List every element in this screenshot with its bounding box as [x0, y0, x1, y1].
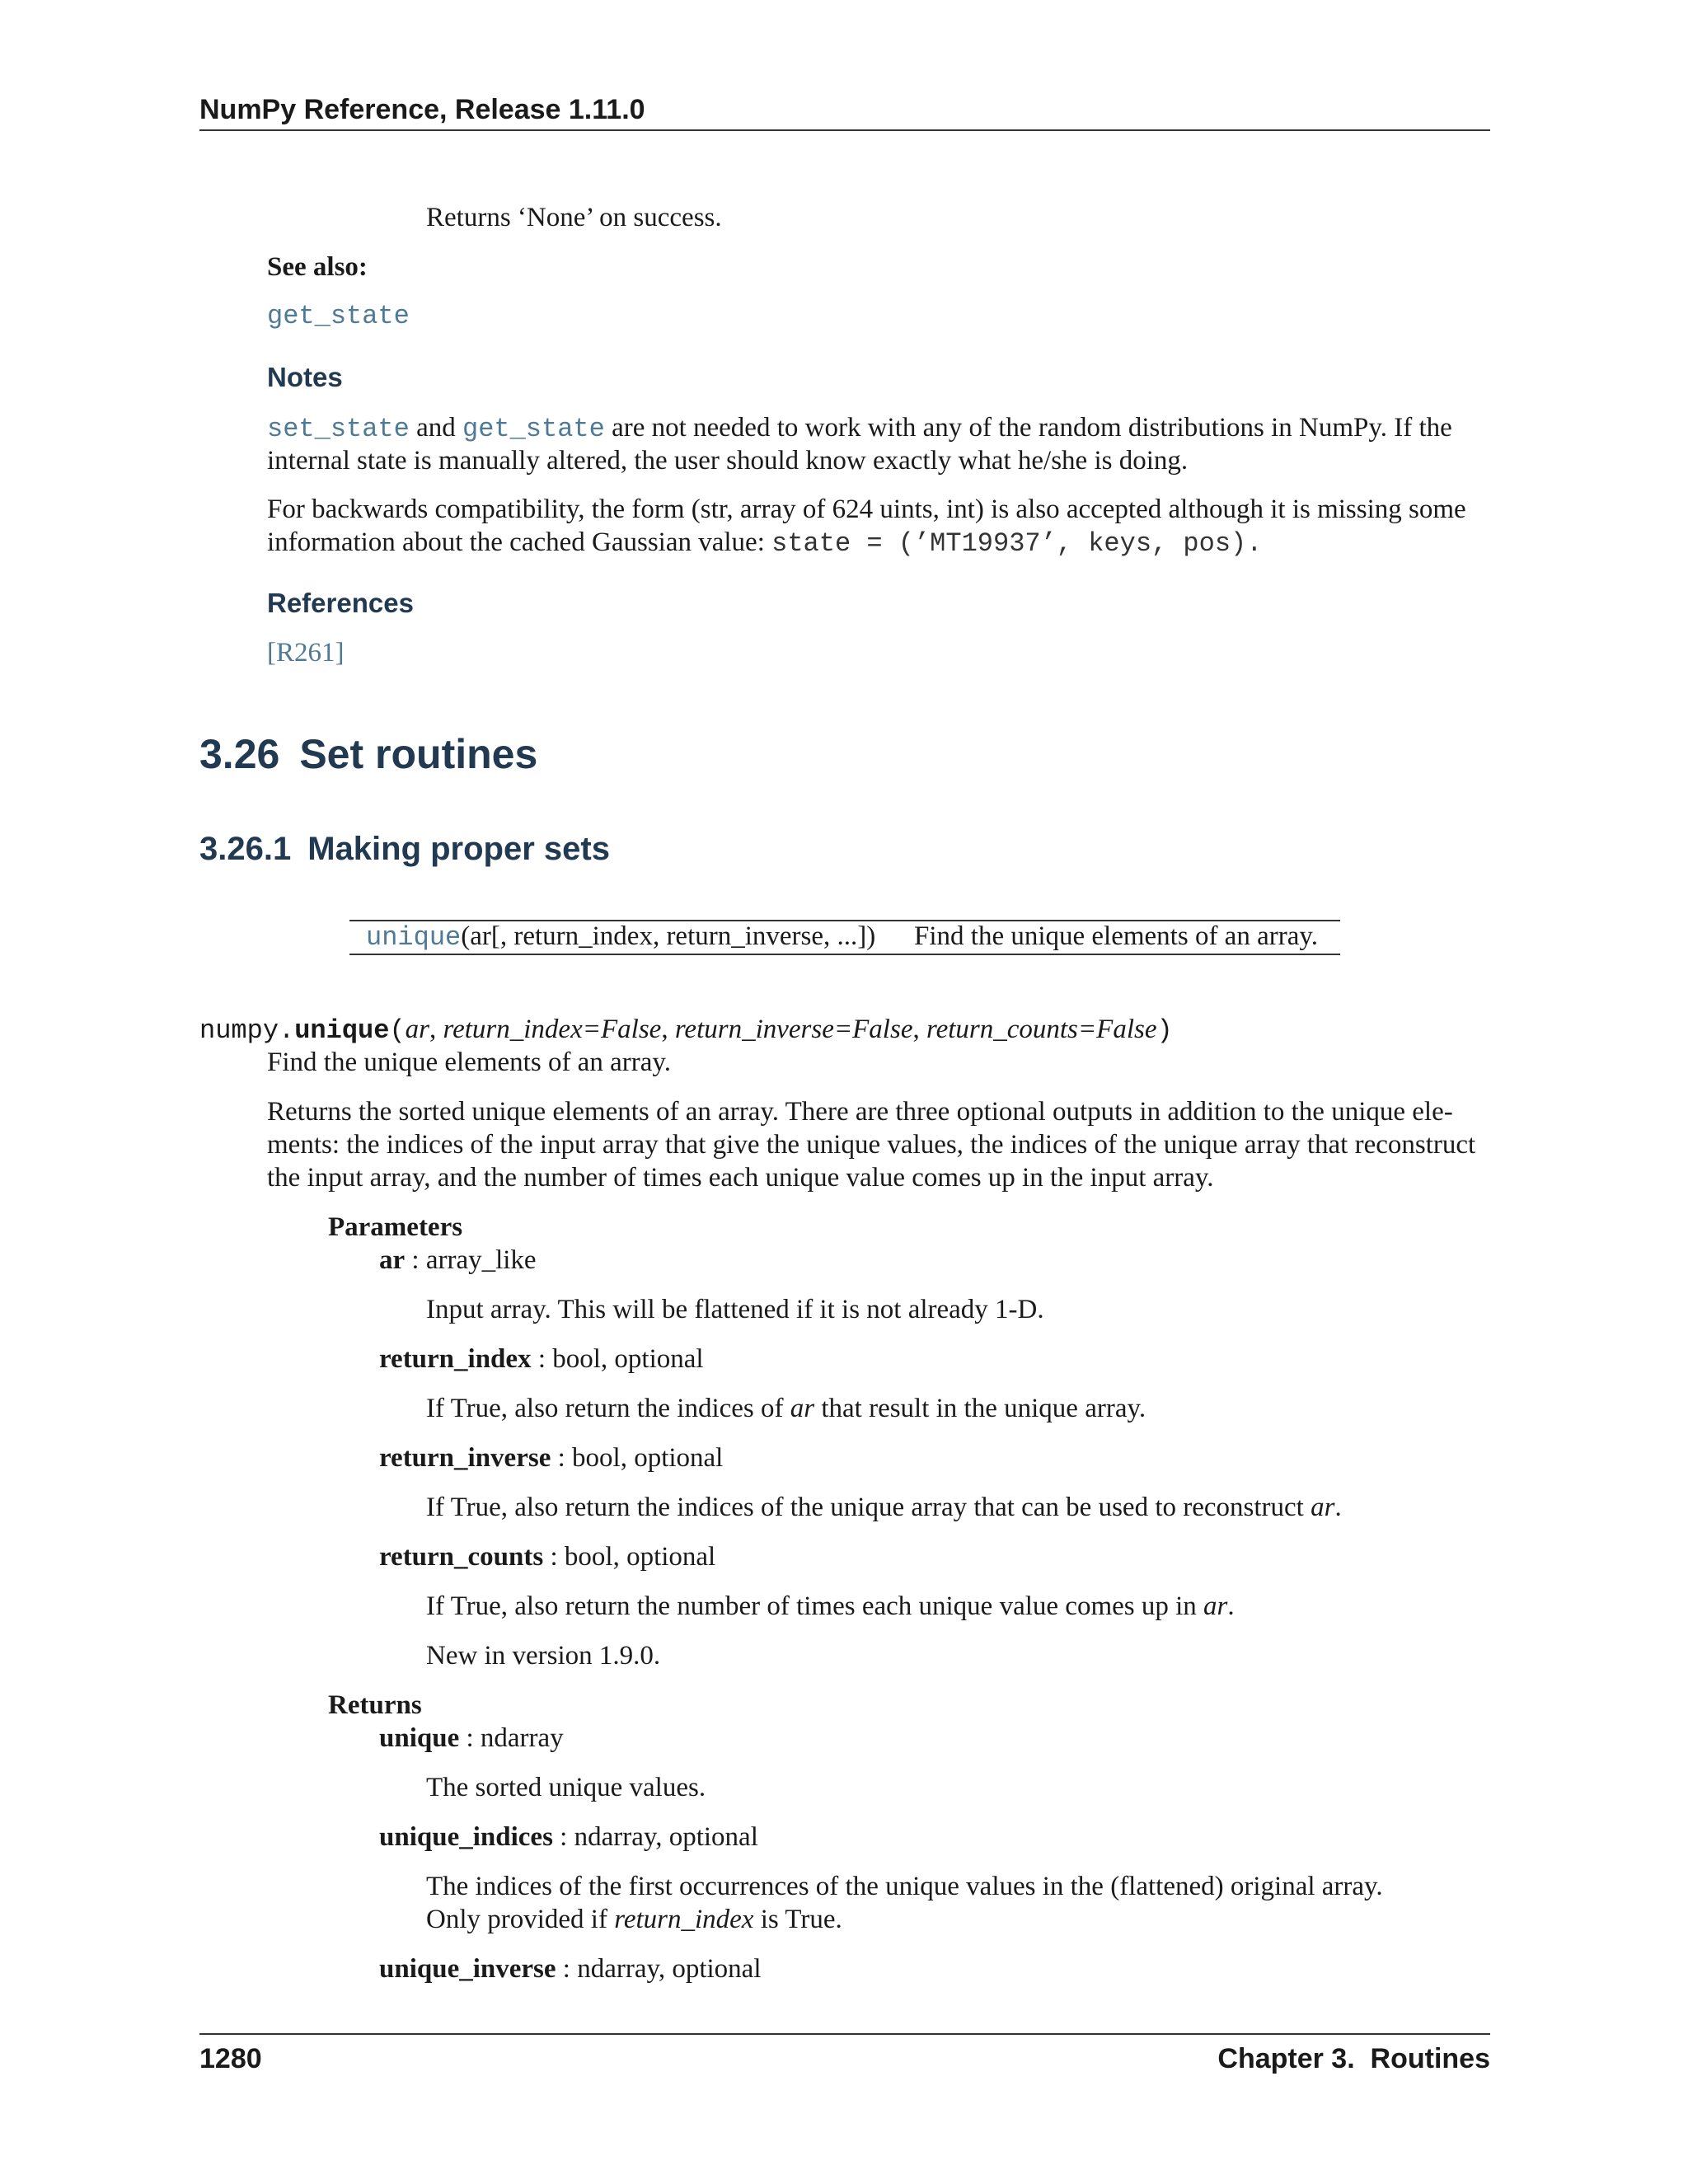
param-return-counts-name: return_counts — [379, 1542, 544, 1572]
returns-heading: Returns — [328, 1690, 422, 1720]
signature-open-paren: ( — [389, 1015, 406, 1046]
summary-func-cell — [366, 920, 875, 954]
section-number: 3.26 — [199, 731, 280, 777]
return-unique-inverse — [379, 1952, 762, 1985]
new-in-version-note: New in version 1.9.0. — [426, 1641, 661, 1671]
param-ar-name: ar — [379, 1245, 406, 1275]
return-unique-indices-type: : ndarray, optional — [552, 1822, 758, 1852]
text-span: is True. — [753, 1905, 842, 1934]
notes-get-state-link[interactable]: get_state — [462, 414, 605, 444]
compat-line1: For backwards compatibility, the form (str, array of 624 uints, int) is also accepted although it is missing some — [267, 494, 1466, 524]
subsection-number: 3.26.1 — [199, 831, 292, 867]
summary-unique-link[interactable]: unique — [366, 922, 462, 953]
notes-rest: are not needed to work with any of the random distributions in NumPy. If the — [604, 413, 1452, 443]
param-return-inverse-desc — [426, 1491, 1342, 1524]
signature-param-ar: ar — [405, 1015, 429, 1044]
param-return-counts — [379, 1540, 715, 1573]
section-heading — [199, 730, 537, 778]
header-rule — [199, 129, 1490, 131]
param-return-index-type: : bool, optional — [531, 1344, 704, 1374]
notes-and: and — [409, 413, 462, 443]
param-return-inverse — [379, 1441, 723, 1474]
text-span: that result in the unique array. — [814, 1394, 1146, 1423]
section-title: Set routines — [299, 731, 538, 777]
ar-emphasis: ar — [1203, 1591, 1228, 1621]
summary-description-cell: Find the unique elements of an array. — [914, 921, 1318, 951]
text-span: Only provided if — [426, 1905, 615, 1934]
long-description-line3: the input array, and the number of times each unique value comes up in the input array. — [267, 1163, 1214, 1193]
see-also-label: See also: — [267, 252, 368, 282]
signature-sep: , — [912, 1015, 926, 1044]
param-return-index-name: return_index — [379, 1344, 532, 1374]
short-description: Find the unique elements of an array. — [267, 1047, 671, 1077]
subsection-title: Making proper sets — [307, 831, 610, 867]
running-header: NumPy Reference, Release 1.11.0 — [199, 94, 645, 125]
return-index-emphasis: return_index — [614, 1905, 754, 1934]
param-ar — [379, 1244, 537, 1277]
notes-heading: Notes — [267, 362, 343, 392]
long-description — [267, 1095, 1490, 1194]
param-return-inverse-type: : bool, optional — [551, 1443, 724, 1473]
notes-set-state-link[interactable]: set_state — [267, 414, 410, 444]
signature-name: unique — [294, 1015, 390, 1046]
signature-module: numpy. — [199, 1015, 295, 1046]
return-unique-inverse-type: : ndarray, optional — [556, 1954, 762, 1984]
see-also-get-state-link[interactable]: get_state — [267, 301, 410, 331]
signature-close-paren: ) — [1156, 1015, 1173, 1046]
signature-param-return-counts: return_counts=False — [926, 1015, 1157, 1044]
param-return-index — [379, 1343, 704, 1376]
summary-table-row — [349, 920, 1340, 954]
subsection-heading — [199, 829, 610, 869]
param-return-index-desc — [426, 1392, 1146, 1425]
return-unique-inverse-name: unique_inverse — [379, 1954, 556, 1984]
param-ar-desc: Input array. This will be flattened if it is not already 1-D. — [426, 1295, 1044, 1324]
page-number: 1280 — [199, 2043, 262, 2074]
indices-desc-line1: The indices of the first occurrences of the unique values in the (flattened) original array. — [426, 1872, 1383, 1901]
text-span: If True, also return the indices of the unique array that can be used to reconstruct — [426, 1493, 1311, 1522]
references-heading: References — [267, 588, 414, 618]
text-span: If True, also return the indices of — [426, 1394, 790, 1423]
notes-paragraph — [267, 411, 1490, 446]
ar-emphasis: ar — [790, 1394, 815, 1423]
signature-param-return-index: return_index=False — [443, 1015, 662, 1044]
long-description-line1: Returns the sorted unique elements of an array. There are three optional outputs in addition to the unique ele- — [267, 1097, 1453, 1127]
text-span: . — [1334, 1493, 1342, 1522]
param-return-counts-desc — [426, 1590, 1235, 1623]
return-unique-indices-name: unique_indices — [379, 1822, 553, 1852]
parameters-heading: Parameters — [328, 1212, 463, 1242]
summary-func-args: (ar[, return_index, return_inverse, ...]) — [461, 921, 876, 951]
signature-param-return-inverse: return_inverse=False — [674, 1015, 913, 1044]
signature-sep: , — [429, 1015, 443, 1044]
param-return-inverse-name: return_inverse — [379, 1443, 551, 1473]
signature-sep: , — [661, 1015, 675, 1044]
notes-line2: internal state is manually altered, the user should know exactly what he/she is doing. — [267, 446, 1189, 476]
param-ar-type: : array_like — [405, 1245, 537, 1275]
indices-desc-line2 — [426, 1903, 1383, 1936]
long-description-line2: ments: the indices of the input array that give the unique values, the indices of the unique array that reconstruct — [267, 1130, 1476, 1160]
returns-none-text: Returns ‘None’ on success. — [426, 203, 722, 232]
function-signature — [199, 1013, 1173, 1047]
text-span: If True, also return the number of times each unique value comes up in — [426, 1591, 1204, 1621]
return-unique — [379, 1722, 564, 1755]
footer-chapter: Chapter 3. Routines — [1217, 2043, 1490, 2074]
return-unique-type: : ndarray — [459, 1723, 564, 1753]
compat-line2 — [267, 526, 1262, 560]
footer-rule — [199, 2033, 1490, 2035]
return-unique-indices-desc — [426, 1870, 1383, 1936]
return-unique-name: unique — [379, 1723, 460, 1753]
compat-state-code: state = (’MT19937’, keys, pos). — [771, 528, 1263, 559]
ar-emphasis: ar — [1311, 1493, 1335, 1522]
param-return-counts-type: : bool, optional — [543, 1542, 716, 1572]
reference-r261-link[interactable]: [R261] — [267, 638, 345, 668]
return-unique-desc: The sorted unique values. — [426, 1773, 706, 1802]
text-span: . — [1227, 1591, 1235, 1621]
return-unique-indices — [379, 1821, 758, 1854]
summary-table-bottom-rule — [349, 954, 1340, 955]
compat-line2-text: information about the cached Gaussian value: — [267, 527, 772, 557]
